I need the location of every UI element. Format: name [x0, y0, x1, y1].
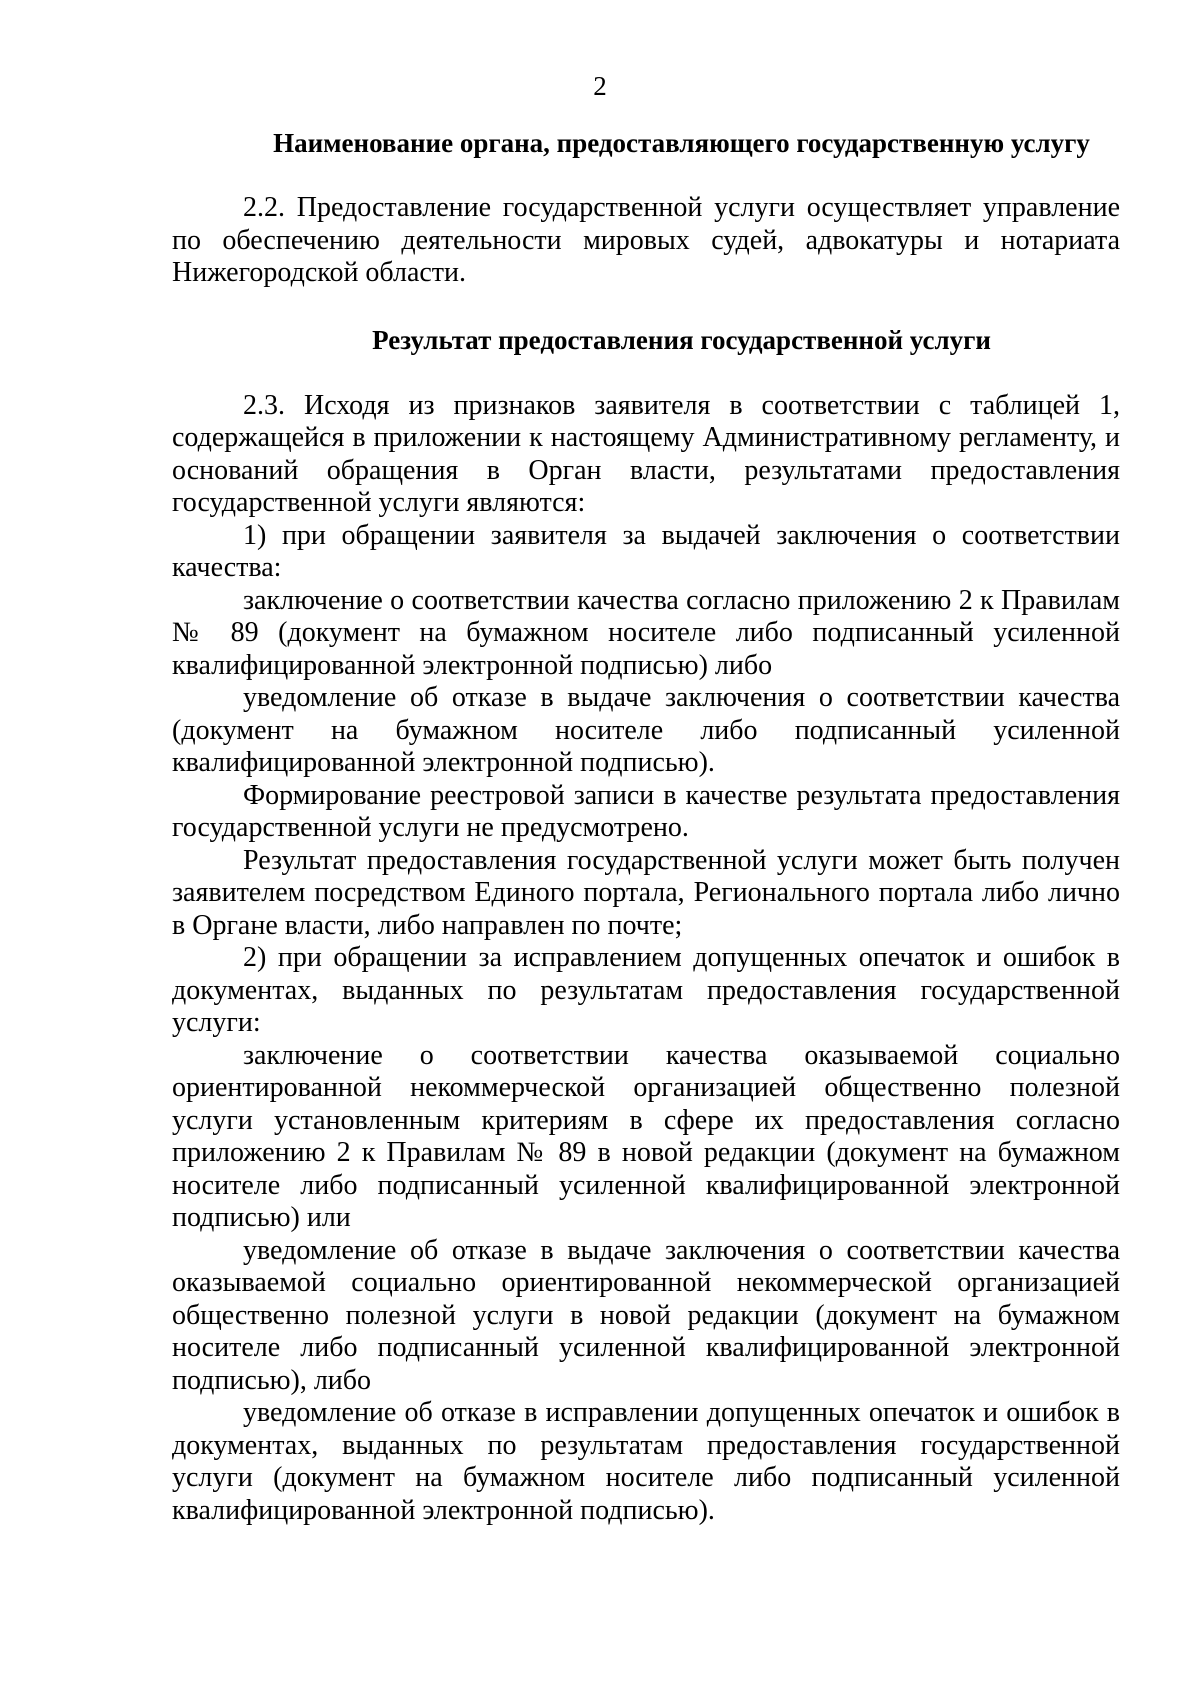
- paragraph-item-1: 1) при обращении заявителя за выдачей заключения о соответствии качества:: [172, 519, 1120, 583]
- paragraph-new-conclusion: заключение о соответствии качества оказываемой социально ориентированной некоммерческой организацией общественно полезной услуги установленным критериям в сфере их предоставления согласно приложению 2 к Правилам № 89 в новой редакции (документ на бумажном носителе либо подписанный усиленной квалифицированной электронной подписью) или: [172, 1039, 1120, 1233]
- paragraph-registry-record: Формирование реестровой записи в качестве результата предоставления государственной услуги не предусмотрено.: [172, 779, 1120, 843]
- paragraph-2-3: 2.3. Исходя из признаков заявителя в соответствии с таблицей 1, содержащейся в приложении к настоящему Административному регламенту, и оснований обращения в Орган власти, результатами предоставления государственной услуги являются:: [172, 389, 1120, 518]
- paragraph-refusal-notice: уведомление об отказе в выдаче заключения о соответствии качества (документ на бумажном носителе либо подписанный усиленной квалифицированной электронной подписью).: [172, 682, 1120, 778]
- paragraph-result-delivery: Результат предоставления государственной услуги может быть получен заявителем посредством Единого портала, Регионального портала либо лично в Органе власти, либо направлен по почте;: [172, 844, 1120, 941]
- paragraph-correction-refusal: уведомление об отказе в исправлении допущенных опечаток и ошибок в документах, выданных по результатам предоставления государственной услуги (документ на бумажном носителе либо подписанный усиленной квалифицированной электронной подписью).: [172, 1397, 1120, 1526]
- section-heading-authority: Наименование органа, предоставляющего государственную услугу: [273, 128, 1090, 158]
- paragraph-new-refusal-notice: уведомление об отказе в выдаче заключения о соответствии качества оказываемой социально ориентированной некоммерческой организацией общественно полезной услуги в новой редакции (документ на бумажном носителе либо подписанный усиленной квалифицированной электронной подписью), либо: [172, 1234, 1120, 1396]
- paragraph-conclusion: заключение о соответствии качества согласно приложению 2 к Правилам № 89 (документ на бумажном носителе либо подписанный усиленной квалифицированной электронной подписью) либо: [172, 584, 1120, 681]
- paragraph-2-2: 2.2. Предоставление государственной услуги осуществляет управление по обеспечению деятельности мировых судей, адвокатуры и нотариата Нижегородской области.: [172, 192, 1120, 288]
- document-body: [172, 127, 1120, 1527]
- page-number: 2: [593, 71, 607, 101]
- paragraph-item-2: 2) при обращении за исправлением допущенных опечаток и ошибок в документах, выданных по результатам предоставления государственной услуги:: [172, 942, 1120, 1038]
- section-heading-result: Результат предоставления государственной услуги: [372, 324, 991, 355]
